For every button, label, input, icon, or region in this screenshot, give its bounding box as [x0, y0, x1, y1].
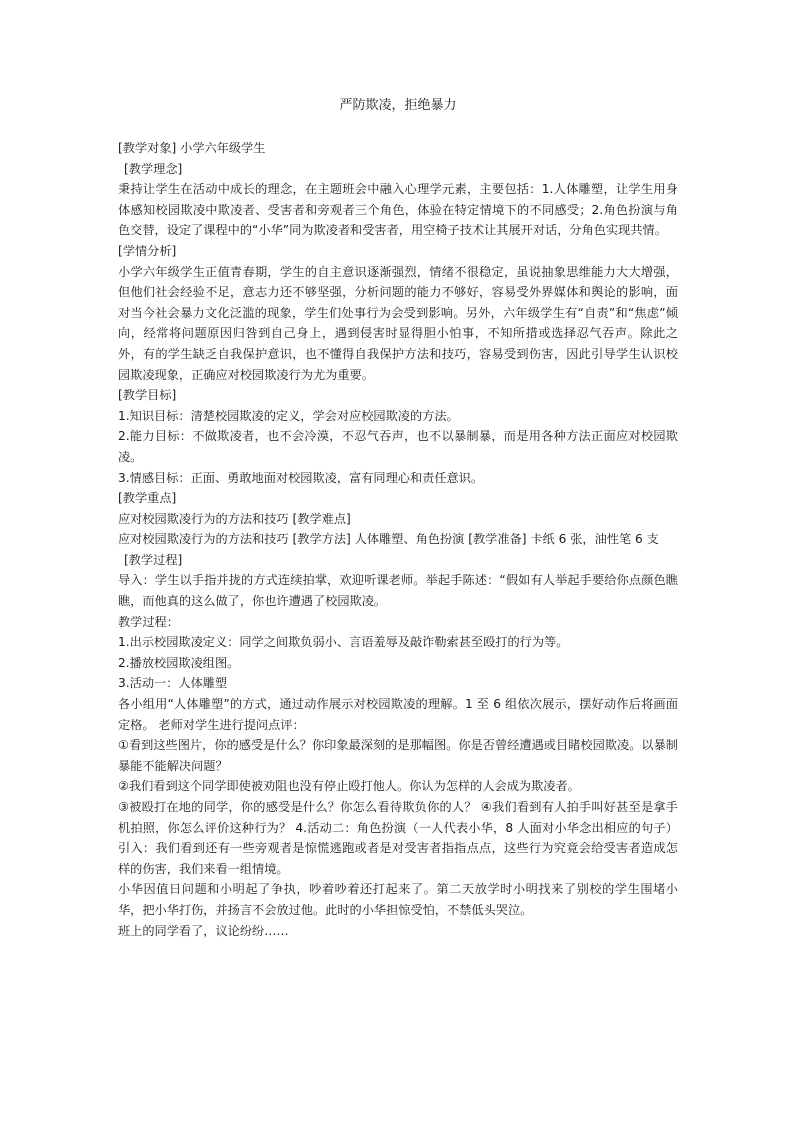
paragraph-classmates-discuss: 班上的同学看了，议论纷纷……: [118, 923, 289, 938]
document-page: [118, 96, 678, 941]
paragraph-focus-difficulty: 应对校园欺凌行为的方法和技巧 [教学难点]: [118, 511, 351, 526]
heading-teaching-philosophy: [教学理念]: [124, 161, 183, 176]
paragraph-scenario: 小华因值日问题和小明起了争执，吵着吵着还打起来了。第二天放学时小明找来了别校的学生围堵小华，把小华打伤，并扬言不会放过他。此时的小华担惊受怕，不禁低头哭泣。: [118, 882, 678, 917]
paragraph-method-preparation: 应对校园欺凌行为的方法和技巧 [教学方法] 人体雕塑、角色扮演 [教学准备] 卡纸 6 张，油性笔 6 支: [118, 532, 659, 547]
heading-teaching-focus: [教学重点]: [118, 491, 177, 506]
step-definition: 1.出示校园欺凌定义：同学之间欺负弱小、言语羞辱及敲诈勒索甚至殴打的行为等。: [118, 635, 569, 650]
question-one: ①看到这些图片，你的感受是什么？你印象最深刻的是那幅图。你是否曾经遭遇或目睹校园欺凌。以暴制暴能不能解决问题？: [118, 738, 678, 773]
step-activity-one: 3.活动一：人体雕塑: [118, 676, 228, 691]
question-three-four-activity-two: ③被殴打在地的同学，你的感受是什么？你怎么看待欺负你的人？ ④我们看到有人拍手叫好甚至是拿手机拍照，你怎么评价这种行为？ 4.活动二：角色扮演（一人代表小华，8 人面对小华念出相应的句子） 引入：我们看到还有一些旁观者是惊慌逃跑或者是对受害者指指点点，这些行为究竟会给受害者造成怎样的伤害，我们来看一组情境。: [118, 800, 678, 876]
heading-teaching-process: [教学过程]: [124, 552, 183, 567]
goal-emotion: 3.情感目标：正面、勇敢地面对校园欺凌，富有同理心和责任意识。: [118, 470, 484, 485]
paragraph-process-label: 教学过程：: [118, 614, 179, 629]
step-images: 2.播放校园欺凌组图。: [118, 655, 240, 670]
document-title: 严防欺凌，拒绝暴力: [339, 98, 457, 113]
heading-teaching-goals: [教学目标]: [118, 388, 177, 403]
question-two: ②我们看到这个同学即使被劝阻也没有停止殴打他人。你认为怎样的人会成为欺凌者。: [118, 779, 580, 794]
paragraph-teaching-philosophy: 秉持让学生在活动中成长的理念，在主题班会中融入心理学元素，主要包括：1.人体雕塑，让学生用身体感知校园欺凌中欺凌者、受害者和旁观者三个角色，体验在特定情境下的不同感受；2.角色扮演与角色交替，设定了课程中的“小华”同为欺凌者和受害者，用空椅子技术让其展开对话，分角色实现共情。: [118, 182, 678, 238]
heading-learning-analysis: [学情分析]: [118, 243, 177, 258]
paragraph-teaching-target: [教学对象] 小学六年级学生: [118, 141, 266, 155]
paragraph-activity-one-detail: 各小组用“人体雕塑”的方式，通过动作展示对校园欺凌的理解。1 至 6 组依次展示，摆好动作后将画面定格。 老师对学生进行提问点评：: [118, 697, 678, 732]
paragraph-learning-analysis: 小学六年级学生正值青春期，学生的自主意识逐渐强烈，情绪不很稳定，虽说抽象思维能力大大增强，但他们社会经验不足，意志力还不够坚强，分析问题的能力不够好，容易受外界媒体和舆论的影响，面对当今社会暴力文化泛滥的现象，学生们处事行为会受到影响。另外，六年级学生有“自责”和“焦虑”倾向，经常将问题原因归咎到自己身上，遇到侵害时显得胆小怕事，不知所措或选择忍气吞声。除此之外，有的学生缺乏自我保护意识，也不懂得自我保护方法和技巧，容易受到伤害，因此引导学生认识校园欺凌现象，正确应对校园欺凌行为尤为重要。: [118, 264, 678, 382]
document-body: [118, 138, 678, 941]
paragraph-introduction: 导入：学生以手指并拢的方式连续拍掌，欢迎听课老师。举起手陈述：“假如有人举起手要给你点颜色瞧瞧，而他真的这么做了，你也许遭遇了校园欺凌。: [118, 573, 678, 609]
goal-ability: 2.能力目标：不做欺凌者，也不会冷漠，不忍气吞声，也不以暴制暴，而是用各种方法正面应对校园欺凌。: [118, 429, 678, 464]
goal-knowledge: 1.知识目标：清楚校园欺凌的定义，学会对应校园欺凌的方法。: [118, 408, 459, 423]
